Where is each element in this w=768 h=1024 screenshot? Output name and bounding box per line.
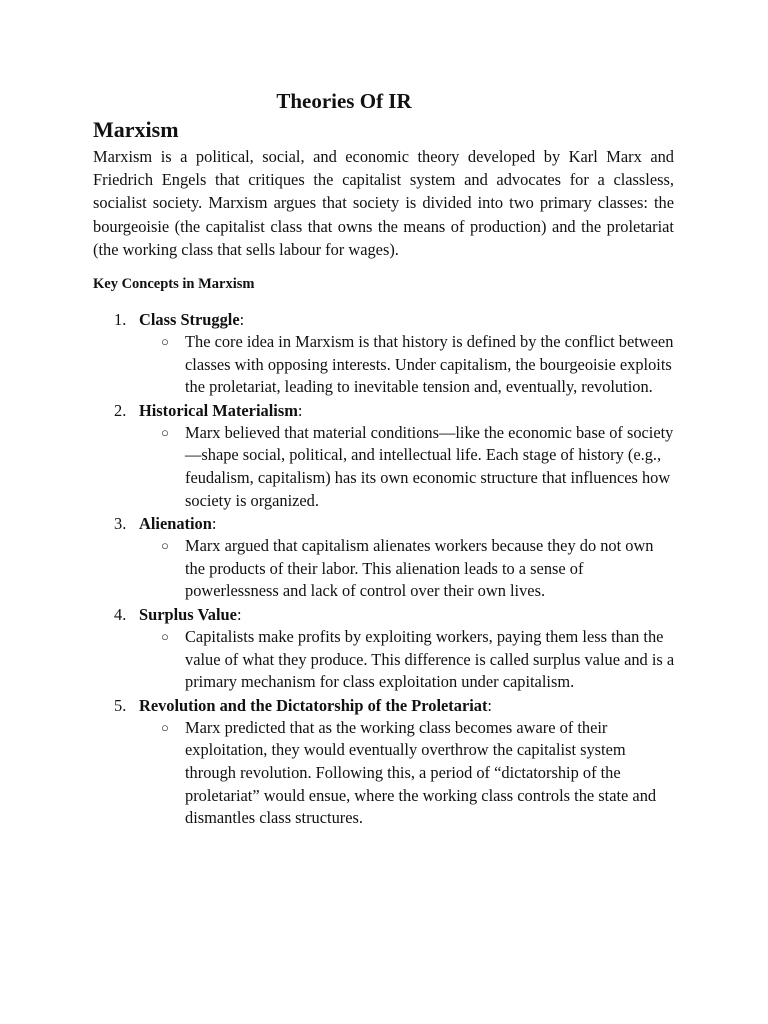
concept-heading [0, 603, 768, 626]
concept-item [0, 308, 768, 399]
intro-paragraph: Marxism is a political, social, and economic theory developed by Karl Marx and Friedrich Engels that critiques the capitalist system and advocates for a classless, socialist society. Marxism argues that society is divided into two primary classes: the bourgeoisie (the capitalist class that owns the means of production) and the proletariat (the working class that sells labour for wages). [93, 147, 674, 259]
concept-number: 3. [114, 514, 127, 534]
hollow-bullet-icon: ○ [161, 538, 169, 554]
concept-title-colon: : [297, 400, 303, 420]
concept-title-text: Class Struggle [139, 310, 240, 329]
concept-item [0, 399, 768, 512]
hollow-bullet-icon: ○ [161, 628, 169, 644]
concept-detail-text: Marx predicted that as the working class becomes aware of their exploitation, they would eventually overthrow the capitalist system through revolution. Following this, a period of “dictatorship of the proletariat” would ensue, where the working class controls the state and dismantles class structures. [185, 717, 657, 828]
concept-title [139, 512, 216, 535]
concept-number: 1. [114, 310, 127, 329]
hollow-bullet-icon: ○ [161, 719, 169, 735]
key-concepts-heading: Key Concepts in Marxism [93, 276, 255, 292]
concept-item [0, 512, 768, 603]
concept-detail [0, 422, 768, 512]
concept-title [139, 308, 244, 331]
key-concepts-list [0, 308, 768, 830]
concept-item [0, 694, 768, 830]
concept-item [0, 603, 768, 694]
document-title: Theories Of IR [276, 89, 412, 113]
concept-title-text: Alienation [139, 514, 212, 534]
concept-detail [0, 331, 768, 399]
concept-heading [0, 694, 768, 717]
concept-detail [0, 535, 768, 603]
concept-title-colon: : [239, 310, 245, 329]
concept-detail [0, 717, 768, 830]
concept-title-colon: : [487, 695, 492, 715]
concept-detail-text: Capitalists make profits by exploiting workers, paying them less than the value of what they produce. This difference is called surplus value and is a primary mechanism for class exploitation under capitalism. [185, 626, 675, 692]
concept-detail-text: Marx argued that capitalism alienates workers because they do not own the products of their labor. This alienation leads to a sense of powerlessness and lack of control over their own lives. [185, 536, 654, 601]
concept-heading [0, 399, 768, 422]
concept-title-text: Surplus Value [139, 604, 237, 624]
concept-title [139, 694, 492, 717]
concept-heading [0, 512, 768, 535]
concept-title-colon: : [236, 604, 242, 624]
concept-title [139, 603, 242, 626]
concept-detail [0, 626, 768, 694]
concept-heading [0, 308, 768, 331]
hollow-bullet-icon: ○ [161, 424, 169, 440]
concept-title-text: Historical Materialism [139, 400, 298, 420]
concept-number: 5. [114, 695, 127, 715]
concept-number: 2. [114, 400, 127, 420]
section-heading: Marxism [93, 117, 179, 142]
concept-detail-text: Marx believed that material conditions—like the economic base of society—shape social, political, and intellectual life. Each stage of history (e.g., feudalism, capitalism) has its own economic structure that influences how society is organized. [185, 422, 674, 510]
hollow-bullet-icon: ○ [161, 334, 169, 349]
concept-title-colon: : [211, 514, 217, 534]
concept-title-text: Revolution and the Dictatorship of the Proletariat [139, 695, 488, 715]
concept-number: 4. [114, 604, 127, 624]
concept-title [139, 399, 302, 422]
concept-detail-text: The core idea in Marxism is that history is defined by the conflict between classes with opposing interests. Under capitalism, the bourgeoisie exploits the proletariat, leading to inevitable tension and, eventually, revolution. [185, 332, 674, 397]
